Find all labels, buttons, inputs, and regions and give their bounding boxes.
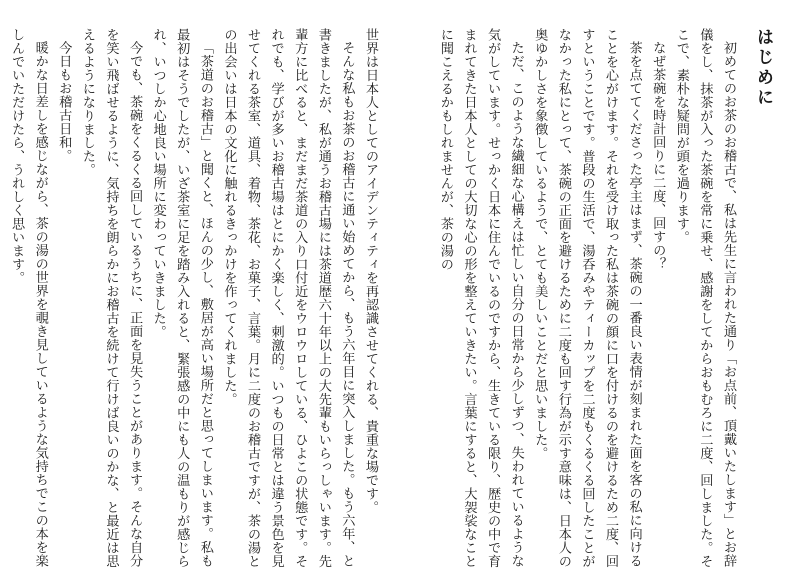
page-title: はじめに xyxy=(753,28,773,108)
paragraph: そんな私もお茶のお稽古に通い始めてから、もう六年目に突入しました。もう六年、と書きましたが、私が通うお稽古場には茶道歴六十年以上の大先輩もいらっしゃいます。先輩方に比べると、まだまだ茶道の入り口付近をウロウロしている、ひよこの状態です。それでも、学びが多いお稽古場はとにかく楽しく、刺激的。いつもの日常とは違う景色を見せてくれる茶室、道具、着物、茶花、お菓子、言葉。月に二度のお稽古ですが、茶の湯との出会いは日本の文化に触れるきっかけを作ってくれました。 xyxy=(221,28,355,568)
paragraph: 世界は日本人としてのアイデンティティを再認識させてくれる、貴重な場です。 xyxy=(363,28,378,514)
page-gutter xyxy=(398,0,402,586)
paragraph: 今日もお稽古日和。 xyxy=(56,41,72,163)
paragraph: 今でも、茶碗をくるくる回しているうちに、正面を見失うことがあります。そんな自分を笑い飛ばせるように、気持ちを朗らかにお稽古を続けて行けば良いのかな、と最近は思えるようになりました。 xyxy=(79,28,143,568)
right-page xyxy=(418,28,780,568)
left-page xyxy=(9,28,382,568)
paragraph: 初めてのお茶のお稽古で、私は先生に言われた通り「お点前、頂戴いたします」とお辞儀をし、抹茶が入った茶碗を常に乗せ、感謝をしてからおもむろに二度、回しました。そこで、素朴な疑問が頭を過ります。 xyxy=(673,28,736,568)
paragraph: 茶を点ててくださった亭主はまず、茶碗の一番良い表情が刻まれた面を客の私に向けることを心がけます。それを受け取った私は茶碗の顔に口を付けるのを避けるため二度、回すということです。普段の生活で、湯呑みやティーカップを二度もくるくる回したことがなかった私にとって、茶碗の正面を避けるために二度も回す行為が示す意味は、日本人の奥ゆかしさを象徴しているようで、とても美しいことだと思いました。 xyxy=(532,28,642,568)
paragraph: 「茶道のお稽古」と聞くと、ほんの少し、敷居が高い場所だと思ってしまいます。私も最初はそうでしたが、いざ茶室に足を踏み入れると、緊張感の中にも人の温もりが感じられ、いつしか心地良い場所に変わっていきました。 xyxy=(150,28,213,568)
paragraph: ただ、このような繊細な心構えは忙しい自分の日常から少しずつ、失われているような気がしています。せっかく日本に住んでいるのですから、生きている限り、歴史の中で育まれてきた日本人としての大切な心の形を整えていきたい。言葉にすると、大袈裟なことに聞こえるかもしれませんが、茶の湯の xyxy=(437,28,524,568)
paragraph: 暖かな日差しを感じながら、茶の湯の世界を覗き見しているような気持ちでこの本を楽しんでいただけたら、うれしく思います。 xyxy=(9,28,48,568)
paragraph: なぜ茶碗を時計回りに二度、回すの？ xyxy=(650,41,666,271)
